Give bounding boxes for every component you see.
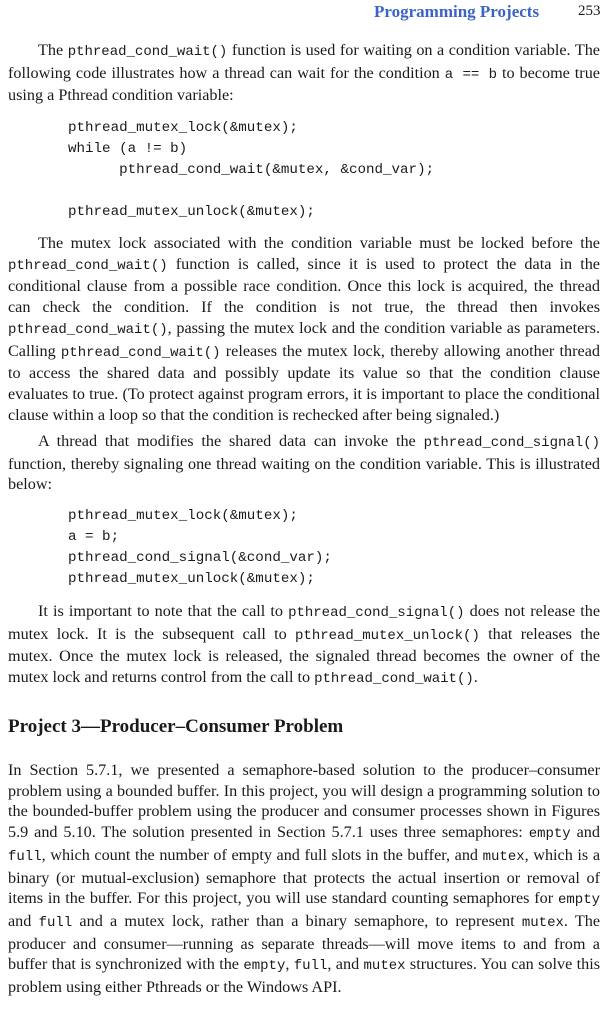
running-section-title: Programming Projects bbox=[374, 2, 540, 21]
code-block-cond-wait: pthread_mutex_lock(&mutex); while (a != b) pthread_cond_wait(&mutex, &cond_var); pthread_mutex_unlock(&mutex); bbox=[68, 120, 435, 220]
page-header bbox=[8, 2, 600, 24]
paragraph-cond-wait-intro: The pthread_cond_wait() function is used for waiting on a condition variable. The following code illustrates how a thread can wait for the condition a == b to become true using a Pthread condition variable: bbox=[8, 41, 600, 105]
page-number: 253 bbox=[578, 3, 601, 19]
paragraph-mutex-explanation: The mutex lock associated with the condition variable must be locked before the pthread_cond_wait() function is called, since it is used to protect the data in the conditional clause from a possible race condition. Once this lock is acquired, the thread can check the condition. If the condition is not true, the thread then invokes pthread_cond_wait(), passing the mutex lock and the condition variable as parameters. Calling pthread_cond_wait() releases the mutex lock, thereby allowing another thread to access the shared data and possibly update its value so that the condition clause evaluates to true. (To protect against program errors, it is important to place the conditional clause within a loop so that the condition is rechecked after being signaled.) bbox=[8, 234, 600, 424]
paragraph-producer-consumer: In Section 5.7.1, we presented a semaphore-based solution to the producer–consumer problem using a bounded buffer. In this project, you will design a programming solution to the bounded-buffer problem using the producer and consumer processes shown in Figures 5.9 and 5.10. The solution presented in Section 5.7.1 uses three semaphores: empty and full, which count the number of empty and full slots in the buffer, and mutex, which is a binary (or mutual-exclusion) semaphore that protects the actual insertion or removal of items in the buffer. For this project, you will use standard counting semaphores for empty and full and a mutex lock, rather than a binary semaphore, to represent mutex. The producer and consumer—running as separate threads—will move items to and from a buffer that is synchronized with the empty, full, and mutex structures. You can solve this problem using either Pthreads or the Windows API. bbox=[8, 761, 601, 997]
paragraph-signal-intro: A thread that modifies the shared data can invoke the pthread_cond_signal() function, thereby signaling one thread waiting on the condition variable. This is illustrated below: bbox=[8, 432, 600, 494]
paragraph-signal-note: It is important to note that the call to pthread_cond_signal() does not release the mutex lock. It is the subsequent call to pthread_mutex_unlock() that releases the mutex. Once the mutex lock is released, the signaled thread becomes the owner of the mutex lock and returns control from the call to pthread_cond_wait(). bbox=[8, 602, 601, 688]
project-heading: Project 3—Producer–Consumer Problem bbox=[8, 716, 344, 737]
code-block-cond-signal: pthread_mutex_lock(&mutex); a = b; pthread_cond_signal(&cond_var); pthread_mutex_unlock(&mutex); bbox=[68, 508, 332, 587]
